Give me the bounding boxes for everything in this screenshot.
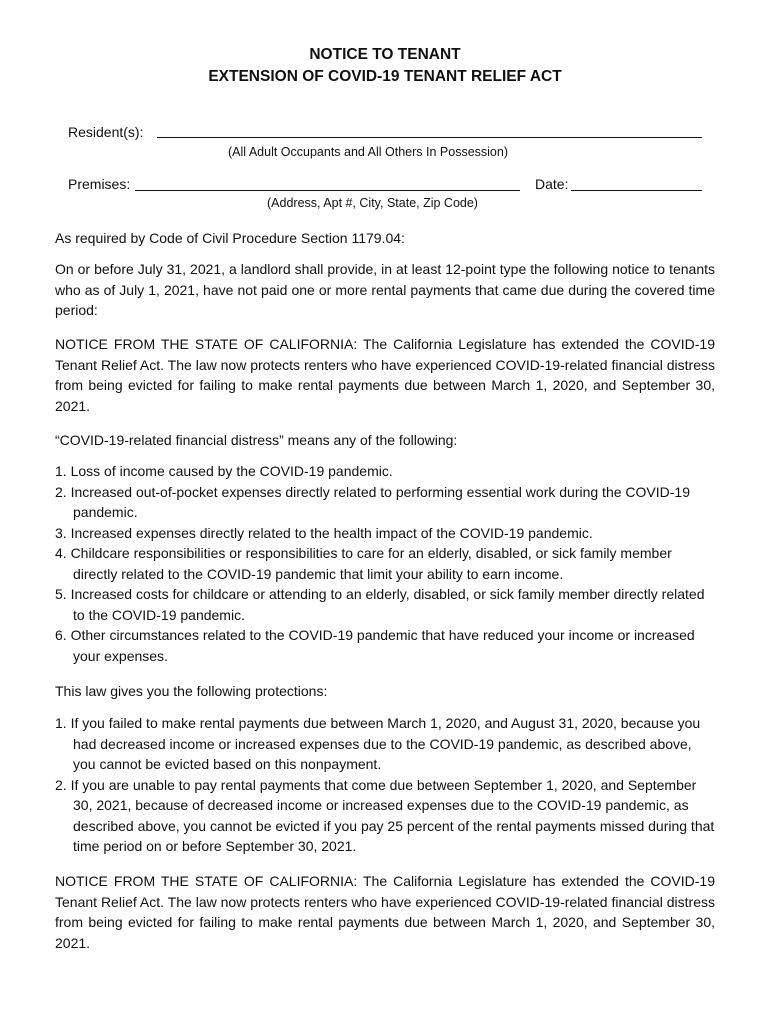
distress-list	[55, 461, 715, 666]
list-item: 2. If you are unable to pay rental payments that come due between September 1, 2020, and September 30, 2021, because of decreased income or increased expenses due to the COVID-19 pandemic, as described above, you cannot be evicted if you pay 25 percent of the rental payments missed during that time period on or before September 30, 2021.	[55, 776, 715, 854]
date-field[interactable]	[571, 190, 702, 191]
list-item: 1. If you failed to make rental payments due between March 1, 2020, and August 31, 2020, because you had decreased income or increased expenses due to the COVID-19 pandemic, as described above, you cannot be evicted based on this nonpayment.	[55, 715, 701, 772]
residents-sublabel: (All Adult Occupants and All Others In Possession)	[228, 145, 508, 159]
list-item: 4. Childcare responsibilities or responsibilities to care for an elderly, disabled, or sick family member directly related to the COVID-19 pandemic that limit your ability to earn income.	[55, 545, 672, 582]
premises-sublabel: (Address, Apt #, City, State, Zip Code)	[267, 196, 478, 210]
premises-label: Premises:	[68, 176, 131, 192]
list-item: 3. Increased expenses directly related to the health impact of the COVID-19 pandemic.	[55, 524, 593, 541]
list-item: 1. Loss of income caused by the COVID-19 pandemic.	[55, 463, 393, 479]
protections-heading: This law gives you the following protections:	[55, 683, 328, 699]
distress-heading: “COVID-19-related financial distress” means any of the following:	[55, 432, 458, 448]
title-line-1: NOTICE TO TENANT	[309, 46, 461, 63]
title-line-2: EXTENSION OF COVID-19 TENANT RELIEF ACT	[208, 68, 562, 85]
date-label: Date:	[535, 176, 569, 192]
notice-paragraph: NOTICE FROM THE STATE OF CALIFORNIA: The California Legislature has extended the COVID-19 Tenant Relief Act. The law now protects renters who have experienced COVID-19-related financial distress from being evicted for failing to make rental payments due between March 1, 2020, and September 30, 2021.	[55, 336, 715, 414]
list-item: 2. Increased out-of-pocket expenses directly related to performing essential work during the COVID-19 pandemic.	[55, 483, 690, 520]
protections-list	[55, 713, 715, 857]
residents-field[interactable]	[157, 137, 702, 138]
intro-paragraph: On or before July 31, 2021, a landlord shall provide, in at least 12-point type the following notice to tenants who as of July 1, 2021, have not paid one or more rental payments that came due during the covered time period:	[55, 261, 715, 318]
residents-label: Resident(s):	[68, 124, 144, 140]
notice-paragraph-repeat: NOTICE FROM THE STATE OF CALIFORNIA: The California Legislature has extended the COVID-19 Tenant Relief Act. The law now protects renters who have experienced COVID-19-related financial distress from being evicted for failing to make rental payments due between March 1, 2020, and September 30, 2021.	[55, 873, 715, 951]
list-item: 6. Other circumstances related to the COVID-19 pandemic that have reduced your income or increased your expenses.	[55, 627, 695, 664]
intro-citation: As required by Code of Civil Procedure Section 1179.04:	[55, 230, 405, 246]
premises-field[interactable]	[135, 190, 520, 191]
list-item: 5. Increased costs for childcare or attending to an elderly, disabled, or sick family member directly related to the COVID-19 pandemic.	[55, 586, 705, 623]
